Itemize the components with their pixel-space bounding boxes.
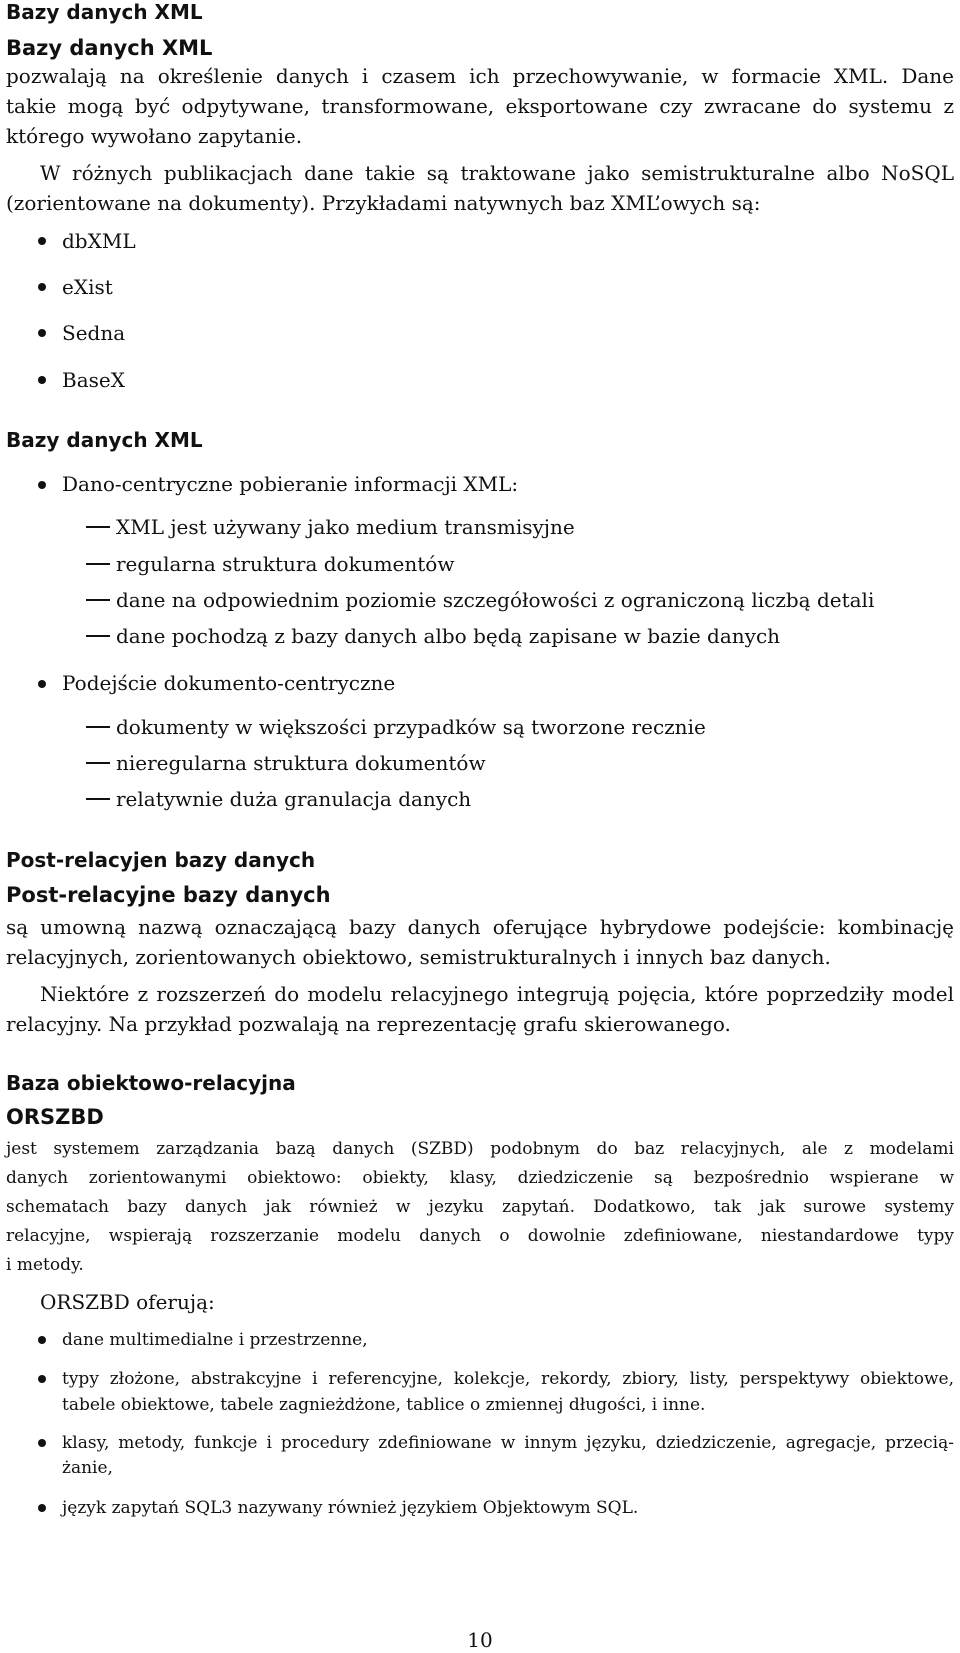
- paragraph-line: (zorientowane na dokumenty). Przykładami natywnych baz XML’owych są:: [6, 191, 761, 215]
- bullet-icon: [38, 1336, 46, 1344]
- paragraph-line: schematach bazy danych jak również w jezyku zapytań. Dodatkowo, tak jak surowe systemy: [6, 1197, 954, 1217]
- list-item: BaseX: [62, 368, 125, 392]
- paragraph-line: którego wywołano zapytanie.: [6, 124, 303, 148]
- list-item: typy złożone, abstrakcyjne i referencyjne, kolekcje, rekordy, zbiory, listy, perspektywy obiektowe,: [62, 1369, 954, 1389]
- section-heading-objrel: Baza obiektowo-relacyjna: [6, 1071, 296, 1095]
- bullet-icon: [38, 283, 46, 291]
- paragraph-line: W różnych publikacjach dane takie są traktowane jako semistrukturalne albo NoSQL: [40, 161, 954, 185]
- paragraph-line: takie mogą być odpytywane, transformowane, eksportowane czy zwracane do systemu z: [6, 94, 954, 118]
- paragraph-line: są umowną nazwą oznaczającą bazy danych oferujące hybrydowe podejście: kombinację: [6, 915, 954, 939]
- paragraph-line: i metody.: [6, 1255, 84, 1275]
- paragraph-line: relacyjnych, zorientowanych obiektowo, semistrukturalnych i innych baz danych.: [6, 945, 831, 969]
- dash-icon: [86, 526, 110, 528]
- subheading-postrel: Post-relacyjne bazy danych: [6, 883, 331, 907]
- paragraph-line: pozwalają na określenie danych i czasem ich przechowywanie, w formacie XML. Dane: [6, 64, 954, 88]
- list-item: Sedna: [62, 321, 126, 345]
- dash-icon: [86, 563, 110, 565]
- subheading-orszbd: ORSZBD: [6, 1105, 104, 1129]
- dash-icon: [86, 599, 110, 601]
- list-item-continuation: żanie,: [62, 1458, 113, 1478]
- bullet-icon: [38, 1504, 46, 1512]
- dash-icon: [86, 635, 110, 637]
- bullet-icon: [38, 680, 46, 688]
- bullet-icon: [38, 481, 46, 489]
- sub-list-item: regularna struktura dokumentów: [116, 552, 455, 576]
- sub-list-item: XML jest używany jako medium transmisyjne: [116, 515, 575, 539]
- section-heading-postrel: Post-relacyjen bazy danych: [6, 848, 316, 872]
- paragraph-line: relacyjny. Na przykład pozwalają na reprezentację grafu skierowanego.: [6, 1012, 731, 1036]
- bullet-icon: [38, 1439, 46, 1447]
- sub-list-item: nieregularna struktura dokumentów: [116, 751, 486, 775]
- paragraph-line: danych zorientowanymi obiektowo: obiekty, klasy, dziedziczenie są bezpośrednio wspierane w: [6, 1168, 954, 1188]
- list-item: język zapytań SQL3 nazywany również językiem Objektowym SQL.: [62, 1498, 639, 1518]
- bullet-icon: [38, 329, 46, 337]
- page-number: 10: [467, 1628, 493, 1652]
- list-item: Podejście dokumento-centryczne: [62, 671, 396, 695]
- sub-list-item: dane pochodzą z bazy danych albo będą zapisane w bazie danych: [116, 624, 781, 648]
- list-item: eXist: [62, 275, 113, 299]
- paragraph-line: relacyjne, wspierają rozszerzanie modelu danych o dowolnie zdefiniowane, niestandardowe typy: [6, 1226, 954, 1246]
- sub-list-item: dokumenty w większości przypadków są tworzone recznie: [116, 715, 706, 739]
- list-item-continuation: tabele obiektowe, tabele zagnieżdżone, tablice o zmiennej długości, i inne.: [62, 1395, 706, 1415]
- paragraph-line: Niektóre z rozszerzeń do modelu relacyjnego integrują pojęcia, które poprzedziły model: [40, 982, 954, 1006]
- dash-icon: [86, 762, 110, 764]
- list-item: dane multimedialne i przestrzenne,: [62, 1330, 368, 1350]
- list-item: Dano-centryczne pobieranie informacji XML:: [62, 472, 519, 496]
- list-item: klasy, metody, funkcje i procedury zdefiniowane w innym języku, dziedziczenie, agregacje, przecią-: [62, 1433, 954, 1453]
- sub-list-item: relatywnie duża granulacja danych: [116, 787, 472, 811]
- paragraph-line: jest systemem zarządzania bazą danych (SZBD) podobnym do baz relacyjnych, ale z modelami: [6, 1139, 954, 1159]
- sub-list-item: dane na odpowiednim poziomie szczegółowości z ograniczoną liczbą detali: [116, 588, 875, 612]
- dash-icon: [86, 726, 110, 728]
- bullet-icon: [38, 237, 46, 245]
- offers-label: ORSZBD oferują:: [40, 1290, 215, 1314]
- bullet-icon: [38, 376, 46, 384]
- dash-icon: [86, 798, 110, 800]
- subheading-xml: Bazy danych XML: [6, 36, 213, 60]
- section-heading-xml: Bazy danych XML: [6, 0, 203, 24]
- list-item: dbXML: [62, 229, 136, 253]
- bullet-icon: [38, 1375, 46, 1383]
- section-heading-xml-2: Bazy danych XML: [6, 428, 203, 452]
